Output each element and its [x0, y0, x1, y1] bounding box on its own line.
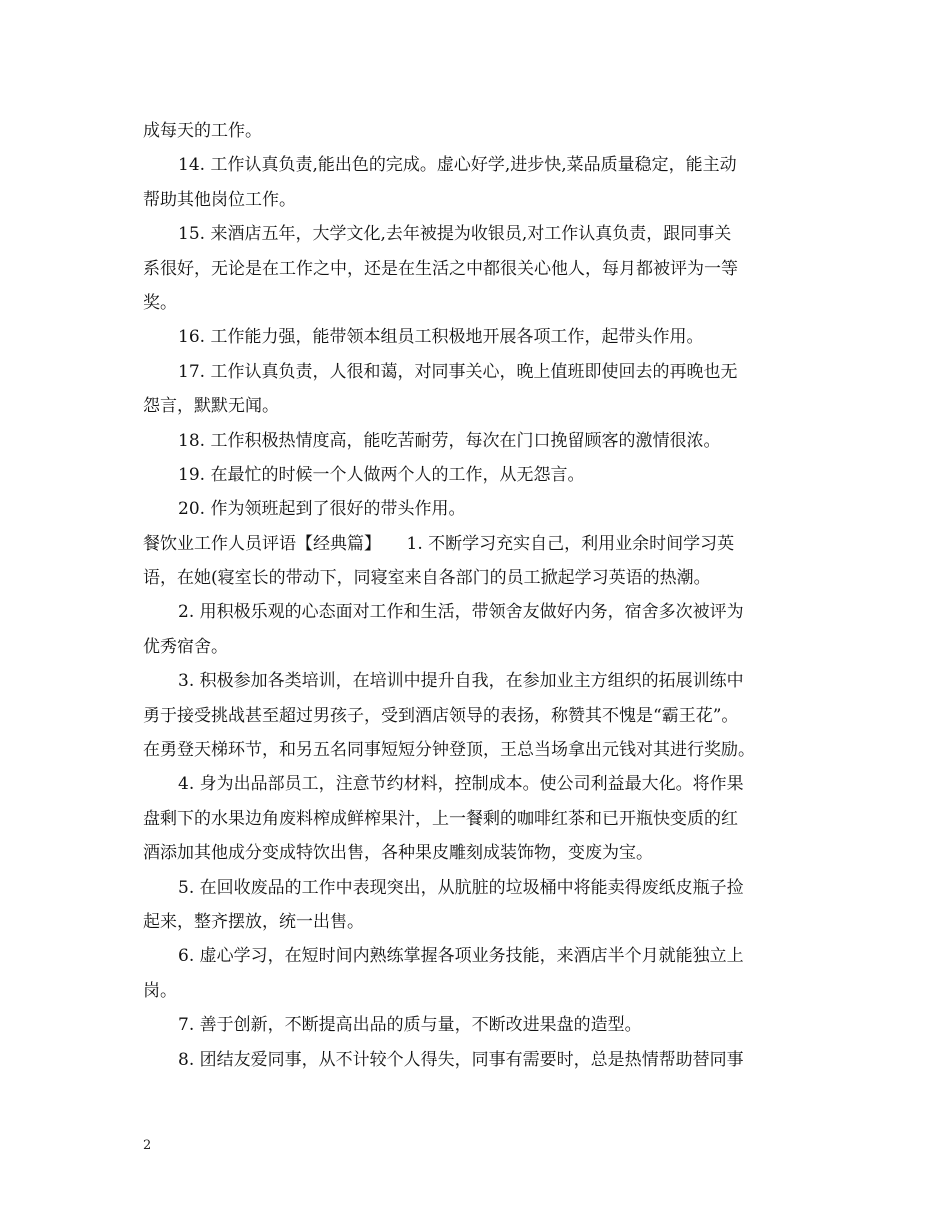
text-line: 优秀宿舍。 — [143, 636, 228, 657]
text-line: 语，在她(寝室长的带动下，同寝室来自各部门的员工掀起学习英语的热潮。 — [143, 568, 711, 589]
text-line: 8. 团结友爱同事，从不计较个人得失，同事有需要时，总是热情帮助替同事 — [178, 1049, 744, 1070]
text-line: 盘剩下的水果边角废料榨成鲜榨果汁，上一餐剩的咖啡红茶和已开瓶快变质的红 — [143, 808, 738, 829]
text-line: 4. 身为出品部员工，注意节约材料，控制成本。使公司利益最大化。将作果 — [178, 774, 744, 795]
text-line: 岗。 — [143, 980, 177, 1001]
text-line: 15. 来酒店五年，大学文化,去年被提为收银员,对工作认真负责，跟同事关 — [178, 224, 732, 245]
section-heading-line: 餐饮业工作人员评语【经典篇】 1. 不断学习充实自己，利用业余时间学习英 — [143, 533, 735, 554]
text-line: 18. 工作积极热情度高，能吃苦耐劳，每次在门口挽留顾客的激情很浓。 — [178, 430, 721, 451]
text-line: 19. 在最忙的时候一个人做两个人的工作，从无怨言。 — [178, 464, 585, 485]
text-line: 勇于接受挑战甚至超过男孩子，受到酒店领导的表扬，称赞其不愧是“霸王花”。 — [143, 705, 739, 726]
text-line: 6. 虚心学习，在短时间内熟练掌握各项业务技能，来酒店半个月就能独立上 — [178, 946, 744, 967]
text-line: 奖。 — [143, 292, 177, 313]
text-line: 7. 善于创新，不断提高出品的质与量，不断改进果盘的造型。 — [178, 1015, 642, 1036]
text-line: 成每天的工作。 — [143, 121, 262, 141]
text-line: 酒添加其他成分变成特饮出售，各种果皮雕刻成装饰物，变废为宝。 — [143, 843, 653, 864]
text-line: 2. 用积极乐观的心态面对工作和生活，带领舍友做好内务，宿舍多次被评为 — [178, 602, 744, 623]
text-line: 3. 积极参加各类培训，在培训中提升自我，在参加业主方组织的拓展训练中 — [178, 671, 744, 692]
text-line: 14. 工作认真负责,能出色的完成。虚心好学,进步快,菜品质量稳定，能主动 — [178, 155, 737, 176]
text-line: 20. 作为领班起到了很好的带头作用。 — [178, 499, 466, 520]
text-line: 系很好，无论是在工作之中，还是在生活之中都很关心他人，每月都被评为一等 — [143, 258, 738, 279]
text-line: 5. 在回收废品的工作中表现突出，从肮脏的垃圾桶中将能卖得废纸皮瓶子捡 — [178, 877, 744, 898]
text-line: 帮助其他岗位工作。 — [143, 189, 296, 210]
page-number: 2 — [143, 1138, 152, 1153]
text-line: 17. 工作认真负责，人很和蔼，对同事关心，晚上值班即使回去的再晚也无 — [178, 361, 738, 382]
text-line: 在勇登天梯环节，和另五名同事短短分钟登顶，王总当场拿出元钱对其进行奖励。 — [143, 740, 755, 761]
page-body — [143, 114, 810, 1077]
text-line: 怨言，默默无闻。 — [143, 396, 279, 417]
text-line: 16. 工作能力强，能带领本组员工积极地开展各项工作，起带头作用。 — [178, 327, 704, 348]
text-line: 起来，整齐摆放，统一出售。 — [143, 911, 364, 932]
